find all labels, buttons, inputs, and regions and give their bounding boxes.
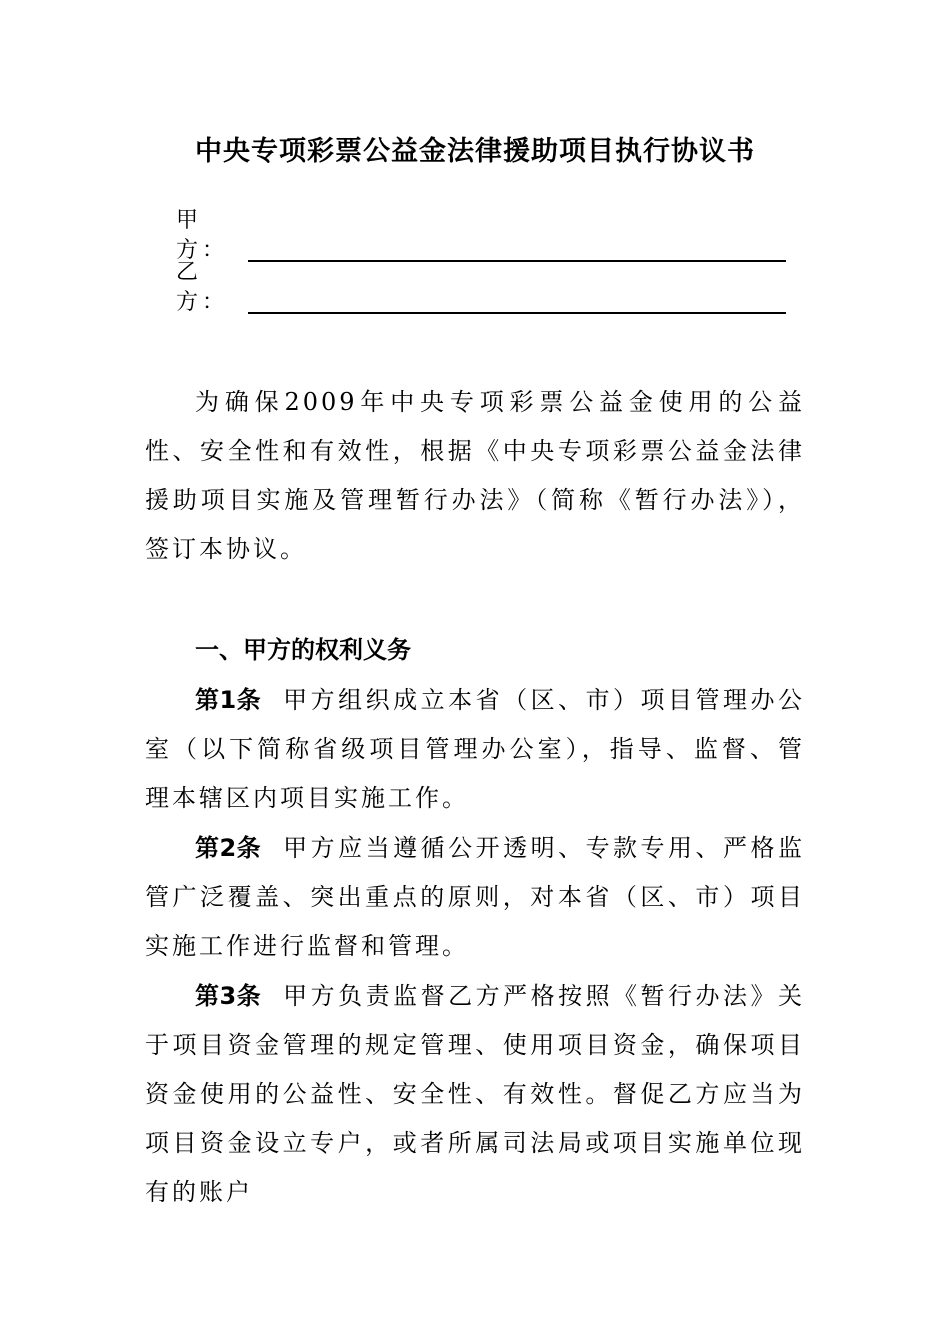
article-3 xyxy=(145,972,805,1217)
party-a-label: 甲方： xyxy=(176,208,229,263)
party-b-row xyxy=(176,260,786,318)
section-1-heading: 一、甲方的权利义务 xyxy=(195,636,411,664)
article-2 xyxy=(145,824,805,971)
document-title: 中央专项彩票公益金法律援助项目执行协议书 xyxy=(195,136,755,167)
article-3-label: 第3条 xyxy=(195,982,262,1010)
party-a-blank-line xyxy=(248,260,786,262)
article-3-text: 甲方负责监督乙方严格按照《暂行办法》关于项目资金管理的规定管理、使用项目资金，确保项目资金使用的公益性、安全性、有效性。督促乙方应当为项目资金设立专户，或者所属司法局或项目实施单位现有的账户 xyxy=(145,982,805,1206)
article-1-text: 甲方组织成立本省（区、市）项目管理办公室（以下简称省级项目管理办公室），指导、监督、管理本辖区内项目实施工作。 xyxy=(145,686,805,812)
article-1 xyxy=(145,676,805,823)
party-b-label: 乙方： xyxy=(176,260,229,315)
intro-paragraph: 为确保2009年中央专项彩票公益金使用的公益性、安全性和有效性，根据《中央专项彩票公益金法律援助项目实施及管理暂行办法》（简称《暂行办法》），签订本协议。 xyxy=(145,388,805,563)
article-2-label: 第2条 xyxy=(195,834,262,862)
party-b-blank-line xyxy=(248,312,786,314)
article-1-label: 第1条 xyxy=(195,686,262,714)
party-a-row xyxy=(176,208,786,266)
article-2-text: 甲方应当遵循公开透明、专款专用、严格监管广泛覆盖、突出重点的原则，对本省（区、市）项目实施工作进行监督和管理。 xyxy=(145,834,805,960)
